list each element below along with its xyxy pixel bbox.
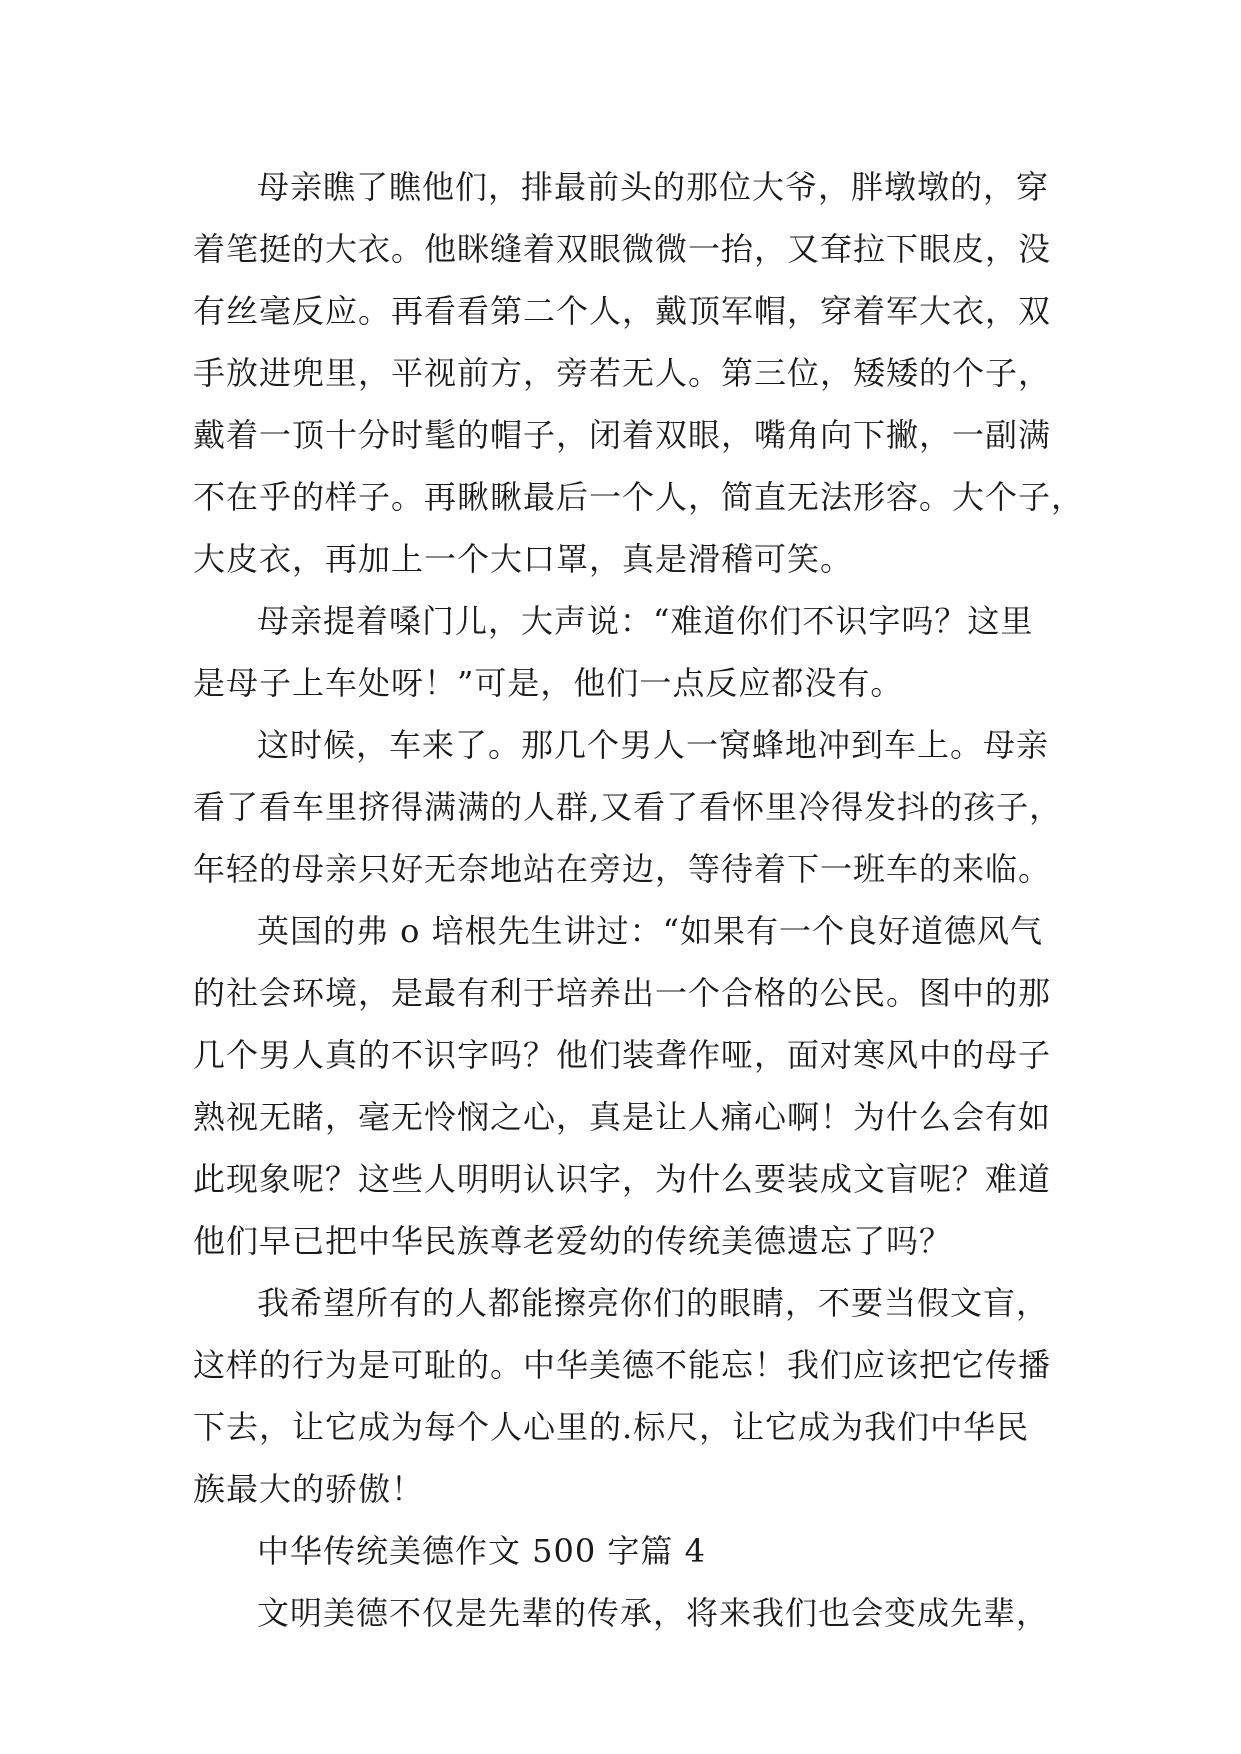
text-line: 下去，让它成为每个人心里的.标尺，让它成为我们中华民 xyxy=(193,1408,1030,1446)
text-line: 文明美德不仅是先辈的传承，将来我们也会变成先辈， xyxy=(257,1594,1050,1632)
text-line: 着笔挺的大衣。他眯缝着双眼微微一抬，又耷拉下眼皮，没 xyxy=(193,230,1052,268)
text-line: 几个男人真的不识字吗？他们装聋作哑，面对寒风中的母子 xyxy=(193,1036,1052,1074)
text-line: 此现象呢？这些人明明认识字，为什么要装成文盲呢？难道 xyxy=(193,1160,1052,1198)
text-line: 年轻的母亲只好无奈地站在旁边，等待着下一班车的来临。 xyxy=(193,850,1052,888)
body-text xyxy=(193,156,1085,1644)
text-line: 是母子上车处呀！”可是，他们一点反应都没有。 xyxy=(193,664,904,702)
text-line: 大皮衣，再加上一个大口罩，真是滑稽可笑。 xyxy=(193,540,854,578)
text-line: 这样的行为是可耻的。中华美德不能忘！我们应该把它传播 xyxy=(193,1346,1052,1384)
text-line: 戴着一顶十分时髦的帽子，闭着双眼，嘴角向下撇，一副满 xyxy=(193,416,1052,454)
text-line: 熟视无睹，毫无怜悯之心，真是让人痛心啊！为什么会有如 xyxy=(193,1098,1052,1136)
text-line: 英国的弗 o 培根先生讲过：“如果有一个良好道德风气 xyxy=(257,912,1043,950)
text-line: 手放进兜里，平视前方，旁若无人。第三位，矮矮的个子， xyxy=(193,354,1052,392)
text-line: 母亲瞧了瞧他们，排最前头的那位大爷，胖墩墩的，穿 xyxy=(257,168,1050,206)
text-line: 母亲提着嗓门儿，大声说：“难道你们不识字吗？这里 xyxy=(257,602,1034,640)
text-line: 我希望所有的人都能擦亮你们的眼睛，不要当假文盲， xyxy=(257,1284,1050,1322)
text-line: 族最大的骄傲！ xyxy=(193,1470,425,1508)
section-heading: 中华传统美德作文 500 字篇 4 xyxy=(257,1532,706,1570)
text-line: 这时候，车来了。那几个男人一窝蜂地冲到车上。母亲 xyxy=(257,726,1050,764)
text-line: 看了看车里挤得满满的人群,又看了看怀里冷得发抖的孩子， xyxy=(193,788,1063,826)
text-line: 的社会环境，是最有利于培养出一个合格的公民。图中的那 xyxy=(193,974,1052,1012)
text-line: 不在乎的样子。再瞅瞅最后一个人，简直无法形容。大个子， xyxy=(193,478,1085,516)
text-line: 有丝毫反应。再看看第二个人，戴顶军帽，穿着军大衣，双 xyxy=(193,292,1052,330)
text-line: 他们早已把中华民族尊老爱幼的传统美德遗忘了吗？ xyxy=(193,1222,953,1260)
